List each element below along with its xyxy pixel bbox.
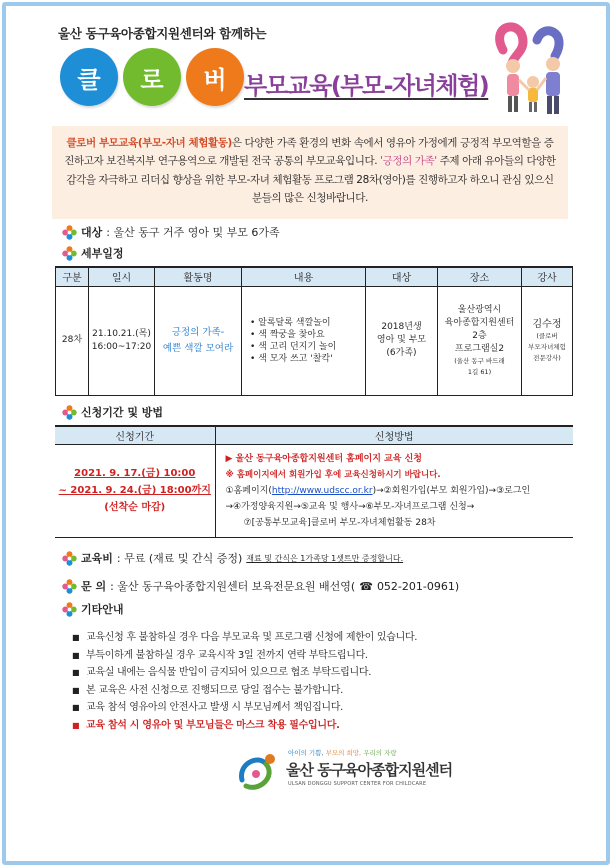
- schedule-header: 구분: [56, 267, 89, 286]
- fee-text: : 무료 (재료 및 간식 증정): [116, 552, 243, 565]
- period-end: ~ 2021. 9. 24.(금) 18:00까지: [58, 485, 211, 496]
- application-label: 신청기간 및 방법: [81, 406, 164, 419]
- logo-tagline: [288, 748, 397, 757]
- title-circle-2: 로: [123, 48, 181, 106]
- inquiry-phone: 052-201-0961): [376, 579, 460, 593]
- target-line-3: (6가족): [386, 348, 417, 358]
- step-text: )→②회원가입(부모 회원가입)→③로그인: [372, 485, 531, 496]
- etc-notes-list: [72, 629, 572, 735]
- method-step-1: [226, 483, 574, 499]
- phone-icon: ☎: [359, 579, 373, 593]
- table-row: [55, 444, 573, 537]
- activity-line-1: 긍정의 가족-: [171, 326, 225, 338]
- etc-section-title: [62, 601, 124, 617]
- family-illustration-icon: [483, 22, 575, 122]
- period-start: 2021. 9. 17.(금) 10:00: [74, 468, 196, 479]
- target-line-2: 영아 및 부모: [376, 335, 427, 345]
- logo-name: 울산 동구육아종합지원센터: [286, 761, 453, 779]
- application-header-period: 신청기간: [55, 426, 215, 444]
- list-item: • 색 고리 던지기 놀이: [250, 341, 365, 353]
- schedule-header: 활동명: [155, 267, 242, 286]
- intro-text: [52, 126, 568, 219]
- header-subtitle: 울산 동구육아종합지원센터와 함께하는: [58, 26, 267, 41]
- schedule-header: 대상: [366, 267, 438, 286]
- tagline-part: 부모의 희망,: [323, 749, 362, 757]
- flower-bullet-icon: [62, 225, 77, 240]
- target-text: : 울산 동구 거주 영아 및 부모 6가족: [106, 226, 280, 239]
- instructor-name: 김수정: [532, 318, 562, 330]
- place-line: 울산광역시: [457, 304, 502, 315]
- flower-bullet-icon: [62, 405, 77, 420]
- target-label: 대상: [81, 226, 103, 239]
- application-section-title: [62, 404, 163, 420]
- schedule-header: 일시: [89, 267, 155, 286]
- schedule-target: [366, 286, 438, 395]
- homepage-link[interactable]: http://www.udscc.or.kr: [271, 485, 373, 496]
- schedule-instructor: [522, 286, 573, 395]
- title-circle-3: 버: [186, 48, 244, 106]
- schedule-header: 내용: [242, 267, 366, 286]
- application-method: [215, 444, 573, 537]
- schedule-table: [55, 266, 573, 396]
- tagline-part: 우리의 자랑: [361, 749, 397, 757]
- list-item: ■ 본 교육은 사전 신청으로 진행되므로 당일 접수는 불가합니다.: [72, 682, 572, 700]
- place-line: 2층: [472, 330, 487, 341]
- list-item: ■ 교육 참석 영유아의 안전사고 발생 시 부모님께서 책임집니다.: [72, 699, 572, 717]
- schedule-round: 28차: [56, 286, 89, 395]
- schedule-place: [438, 286, 522, 395]
- instructor-role: 전문강사): [533, 353, 561, 362]
- intro-part-4: 주제 아래 유아들의 다양한 감각을 자극하고 리더십 향상을 위한 부모-자녀 체험활동 프로그램 28차(영아)를 진행하고자 하오니 관심 있으신 분들의 많은 신청바랍니다.: [66, 155, 556, 204]
- application-header-method: 신청방법: [215, 426, 573, 444]
- schedule-time: 16:00~17:20: [91, 341, 152, 352]
- center-logo: [236, 748, 453, 800]
- flower-bullet-icon: [62, 579, 77, 594]
- application-period: [55, 444, 215, 537]
- etc-label: 기타안내: [81, 603, 124, 616]
- place-line: 육아종합지원센터: [444, 317, 515, 328]
- list-item: ■ 교육신청 후 불참하실 경우 다음 부모교육 및 프로그램 신청에 제한이 있습니다.: [72, 629, 572, 647]
- schedule-header: 장소: [438, 267, 522, 286]
- target-line-1: 2018년생: [381, 322, 422, 332]
- flower-bullet-icon: [62, 551, 77, 566]
- schedule-contents: [242, 286, 366, 395]
- table-row: [56, 286, 573, 395]
- instructor-role: 부모자녀체험: [528, 342, 566, 351]
- target-section: [62, 224, 280, 240]
- list-item: ■ 교육실 내에는 음식물 반입이 금지되어 있으므로 협조 부탁드립니다.: [72, 664, 572, 682]
- schedule-label: 세부일정: [81, 247, 124, 260]
- flower-bullet-icon: [62, 602, 77, 617]
- method-note: ※ 홈페이지에서 회원가입 후에 교육신청하시기 바랍니다.: [225, 469, 441, 480]
- inquiry-label: 문 의: [81, 580, 107, 593]
- flower-bullet-icon: [62, 246, 77, 261]
- tagline-part: 아이의 기쁨,: [288, 749, 324, 757]
- activity-line-2: 예쁜 색깔 모여라: [162, 342, 234, 354]
- schedule-section-title: [62, 245, 124, 261]
- schedule-date: 21.10.21.(목): [92, 328, 151, 339]
- list-item-mask-notice: ■ 교육 참석 시 영유아 및 부모님들은 마스크 착용 필수입니다.: [72, 717, 572, 735]
- method-step-2: →④가정양육지원→⑤교육 및 행사→⑥부모-자녀프로그램 신청→: [225, 501, 475, 512]
- list-item: ■ 부득이하게 불참하실 경우 교육시작 3일 전까지 연락 부탁드립니다.: [72, 647, 572, 665]
- intro-part-2: 은 다양한 가족 환경의 변화 속에서 영유아 가정에게 긍정적 부모역할을 증진하고자 보건복지부 연구용역으로 개발된 전국 공통의 부모교육입니다.: [64, 137, 554, 168]
- inquiry-section: [62, 578, 459, 594]
- list-item: • 알록달록 색깔놀이: [250, 317, 365, 329]
- page-title: 부모교육(부모-자녀체험): [244, 72, 489, 100]
- inquiry-text: : 울산 동구육아종합지원센터 보육전문요원 배선영(: [110, 580, 356, 593]
- instructor-role: (클로버: [536, 331, 558, 340]
- schedule-datetime: [89, 286, 155, 395]
- title-circle-1: 클: [60, 48, 118, 106]
- list-item: • 색 모자 쓰고 '찰칵': [250, 353, 365, 365]
- fee-section: [62, 550, 403, 566]
- method-step-3: ⑦[공통부모교육]클로버 부모-자녀체험활동 28차: [243, 517, 436, 528]
- period-note: (선착순 마감): [104, 502, 166, 513]
- application-table: [55, 425, 573, 538]
- place-line: 1길 61): [467, 367, 492, 376]
- center-logo-icon: [236, 750, 282, 796]
- title-banner: [60, 48, 500, 110]
- step-text: ①홈페이지(: [225, 485, 272, 496]
- logo-english-name: ULSAN DONGGU SUPPORT CENTER FOR CHILDCARE: [288, 781, 427, 787]
- list-item: • 색 짝궁을 찾아요: [250, 329, 365, 341]
- schedule-header: 강사: [522, 267, 573, 286]
- method-title: ▶ 울산 동구육아종합지원센터 홈페이지 교육 신청: [225, 453, 422, 464]
- fee-label: 교육비: [81, 552, 113, 565]
- fee-note: 재료 및 간식은 1가족당 1셋트만 증정합니다.: [246, 553, 404, 563]
- place-line: (울산 동구 바드래: [454, 356, 505, 365]
- intro-theme: '긍정의 가족': [380, 155, 437, 168]
- place-line: 프로그램실2: [454, 343, 505, 354]
- schedule-activity: [155, 286, 242, 395]
- intro-program-name: 클로버 부모교육(부모-자녀 체험활동): [66, 137, 232, 149]
